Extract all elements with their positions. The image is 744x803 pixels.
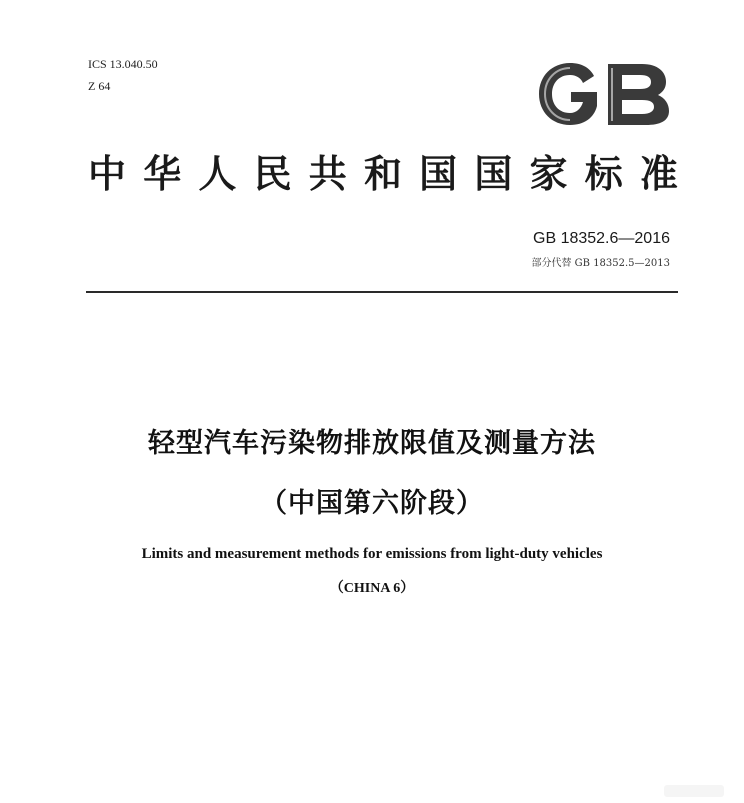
english-title: Limits and measurement methods for emissions from light-duty vehicles <box>141 546 603 562</box>
chinese-subtitle: （中国第六阶段） <box>260 488 484 519</box>
heading-char: 国 <box>474 151 513 196</box>
heading-char: 民 <box>253 151 292 196</box>
heading-char: 人 <box>198 151 237 196</box>
heading-char: 和 <box>363 151 402 196</box>
header-divider <box>86 291 678 293</box>
standard-number: GB 18352.6—2016 <box>533 230 670 247</box>
heading-char: 标 <box>584 151 623 196</box>
chinese-title: 轻型汽车污染物排放限值及测量方法 <box>148 428 596 459</box>
standard-replaces: 部分代替 GB 18352.5—2013 <box>531 258 670 269</box>
ics-code: ICS 13.040.50 <box>88 57 158 71</box>
gb-logo-icon <box>534 58 674 130</box>
heading-char: 共 <box>308 151 347 196</box>
ccs-code: Z 64 <box>88 79 111 93</box>
heading-char: 中 <box>88 151 127 196</box>
heading-char: 准 <box>639 151 678 196</box>
national-standard-heading <box>88 148 678 200</box>
heading-char: 华 <box>143 151 182 196</box>
heading-char: 家 <box>529 151 568 196</box>
corner-watermark <box>664 785 724 797</box>
english-subtitle: （CHINA 6） <box>329 581 415 596</box>
heading-char: 国 <box>419 151 458 196</box>
